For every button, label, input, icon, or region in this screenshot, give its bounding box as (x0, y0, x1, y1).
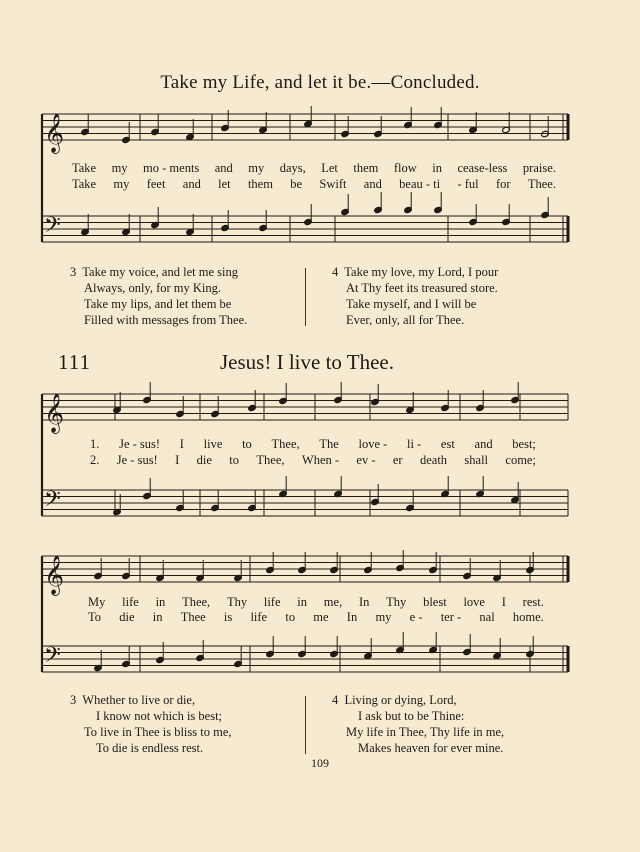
page-number: 109 (311, 756, 329, 770)
verse-line: Whether to live or die, (82, 693, 196, 707)
lyric-syllable: in (152, 610, 163, 624)
system3-lyrics-line2 (88, 610, 544, 625)
verse-line: Always, only, for my King. (84, 281, 222, 295)
lyric-syllable: flow (393, 161, 417, 175)
lyric-syllable: Take (72, 161, 97, 175)
lyric-syllable: My (88, 595, 106, 609)
lyric-syllable: I (179, 437, 184, 451)
lyric-syllable: home. (512, 610, 544, 624)
lyric-syllable: cease-less (457, 161, 508, 175)
lyric-syllable: them (247, 177, 273, 191)
lyric-syllable: er (392, 453, 403, 467)
lyric-syllable: Thy (226, 595, 248, 609)
lyric-syllable: my (113, 177, 130, 191)
lyric-syllable: life (250, 610, 268, 624)
svg-text:𝄢: 𝄢 (44, 213, 61, 243)
lyric-syllable: die (119, 610, 135, 624)
lyric-syllable: me (313, 610, 329, 624)
lyric-syllable: live (203, 437, 223, 451)
lyric-syllable: come; (505, 453, 536, 467)
verse-divider (305, 696, 306, 754)
lyric-syllable: them (353, 161, 379, 175)
system2-lyrics-line1 (90, 437, 536, 452)
lyric-syllable: love (463, 595, 485, 609)
lyric-syllable: in (297, 595, 308, 609)
lyric-syllable: 1. (90, 437, 100, 451)
lyric-syllable: Thee. (527, 177, 556, 191)
svg-text:𝄞: 𝄞 (44, 393, 65, 433)
verse-number: 4 (332, 693, 339, 707)
lyric-syllable: and (214, 161, 233, 175)
lyric-syllable: Thee (180, 610, 206, 624)
lyric-syllable: let (218, 177, 231, 191)
lyric-syllable: li - (406, 437, 422, 451)
lyric-syllable: life (263, 595, 281, 609)
lyric-syllable: The (319, 437, 339, 451)
svg-text:𝄞: 𝄞 (44, 555, 65, 595)
verse-line: I know not which is best; (96, 709, 223, 723)
lyric-syllable: love - (358, 437, 388, 451)
verse-3-top (70, 264, 247, 328)
lyric-syllable: rest. (522, 595, 544, 609)
verse-line: Take my lips, and let them be (84, 297, 232, 311)
lyric-syllable: best; (512, 437, 536, 451)
lyric-syllable: Thee, (271, 437, 300, 451)
verse-line: Makes heaven for ever mine. (358, 741, 504, 755)
system1-lyrics-line2 (72, 177, 556, 192)
verse-line: I ask but to be Thine: (358, 709, 465, 723)
lyric-syllable: and (474, 437, 493, 451)
lyric-syllable: Swift (319, 177, 347, 191)
lyric-syllable: To (88, 610, 102, 624)
verse-divider (305, 268, 306, 326)
lyric-syllable: feet (146, 177, 166, 191)
system3-lyrics-line1 (88, 595, 544, 610)
lyric-syllable: I (175, 453, 180, 467)
verse-line: To live in Thee is bliss to me, (84, 725, 232, 739)
lyric-syllable: I (501, 595, 506, 609)
lyric-syllable: death (419, 453, 448, 467)
verse-number: 3 (70, 265, 77, 279)
verse-4-top (332, 264, 498, 328)
lyric-syllable: is (223, 610, 233, 624)
lyric-syllable: in (432, 161, 442, 175)
lyric-syllable: my (111, 161, 128, 175)
lyric-syllable: Je - sus! (116, 453, 158, 467)
lyric-syllable: die (196, 453, 212, 467)
lyric-syllable: ev - (356, 453, 376, 467)
lyric-syllable: Let (321, 161, 338, 175)
lyric-syllable: for (495, 177, 511, 191)
verse-4-bottom (332, 692, 504, 756)
verse-line: Take my voice, and let me sing (82, 265, 238, 279)
lyric-syllable: e - (409, 610, 423, 624)
svg-text:𝄢: 𝄢 (44, 643, 61, 673)
lyric-syllable: ter - (440, 610, 462, 624)
svg-text:𝄢: 𝄢 (44, 487, 61, 517)
lyric-syllable: praise. (522, 161, 556, 175)
lyric-syllable: When - (301, 453, 340, 467)
lyric-syllable: my (375, 610, 392, 624)
lyric-syllable: me, (323, 595, 343, 609)
lyric-syllable: in (155, 595, 166, 609)
lyric-syllable: blest (423, 595, 447, 609)
lyric-syllable: to (285, 610, 296, 624)
verse-line: Living or dying, Lord, (344, 693, 457, 707)
verse-line: Take myself, and I will be (346, 297, 477, 311)
lyric-syllable: days, (279, 161, 306, 175)
lyric-syllable: to (242, 437, 252, 451)
lyric-syllable: Thy (386, 595, 407, 609)
lyric-syllable: In (346, 610, 358, 624)
lyric-syllable: mo - ments (143, 161, 200, 175)
page-title: Take my Life, and let it be.—Concluded. (160, 72, 480, 93)
lyric-syllable: shall (464, 453, 489, 467)
lyric-syllable: nal (479, 610, 495, 624)
lyric-syllable: Take (72, 177, 97, 191)
lyric-syllable: be (290, 177, 303, 191)
lyric-syllable: Thee, (256, 453, 285, 467)
hymn-number: 111 (58, 350, 91, 374)
verse-3-bottom (70, 692, 232, 756)
verse-line: Ever, only, all for Thee. (346, 313, 465, 327)
verse-line: At Thy feet its treasured store. (346, 281, 498, 295)
verse-line: Filled with messages from Thee. (84, 313, 248, 327)
lyric-syllable: est (440, 437, 455, 451)
lyric-syllable: Je - sus! (119, 437, 161, 451)
lyric-syllable: 2. (90, 453, 100, 467)
lyric-syllable: In (358, 595, 370, 609)
lyric-syllable: life (122, 595, 139, 609)
lyric-syllable: and (182, 177, 201, 191)
verse-number: 3 (70, 693, 77, 707)
verse-line: To die is endless rest. (96, 741, 204, 755)
lyric-syllable: to (229, 453, 240, 467)
lyric-syllable: - ful (457, 177, 479, 191)
lyric-syllable: Thee, (182, 595, 211, 609)
system2-lyrics-line2 (90, 453, 536, 468)
lyric-syllable: beau - ti (399, 177, 441, 191)
verse-line: Take my love, my Lord, I pour (344, 265, 499, 279)
hymn-title: Jesus! I live to Thee. (220, 350, 394, 374)
lyric-syllable: my (248, 161, 265, 175)
verse-line: My life in Thee, Thy life in me, (346, 725, 505, 739)
svg-text:𝄞: 𝄞 (44, 113, 65, 153)
verse-number: 4 (332, 265, 339, 279)
system1-lyrics-line1 (72, 161, 556, 176)
lyric-syllable: and (363, 177, 382, 191)
